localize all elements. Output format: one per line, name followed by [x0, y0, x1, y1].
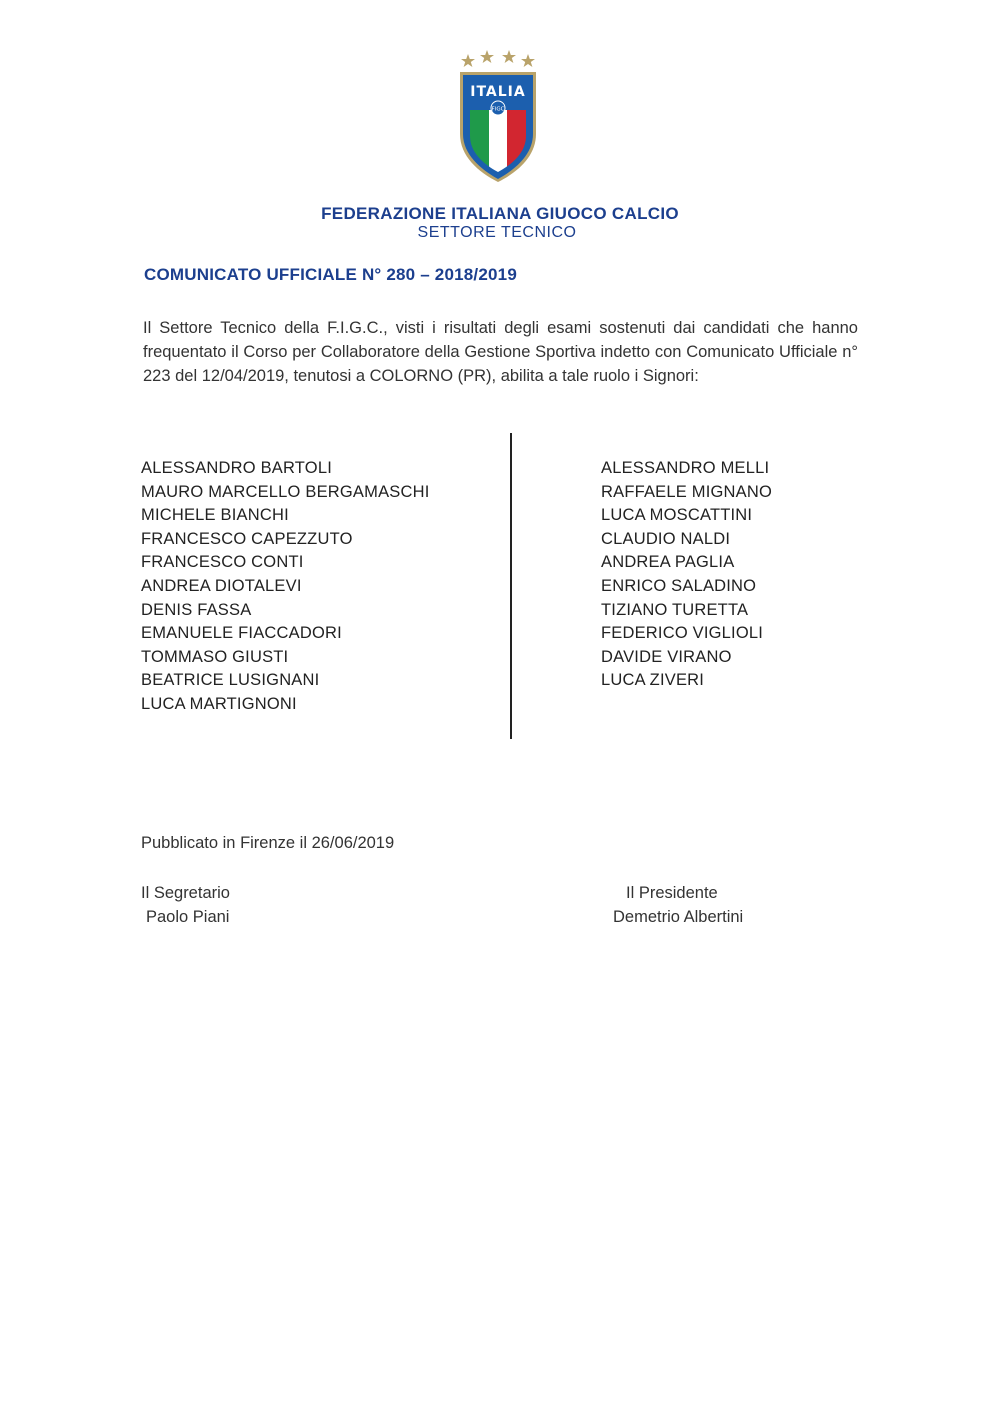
stars-icon: [461, 50, 535, 67]
name-item: ALESSANDRO MELLI: [601, 459, 770, 477]
name-item: EMANUELE FIACCADORI: [141, 624, 342, 643]
name-item: DAVIDE VIRANO: [601, 647, 732, 666]
org-sub: SETTORE TECNICO: [417, 224, 577, 241]
publication-line: Pubblicato in Firenze il 26/06/2019: [141, 834, 395, 852]
figc-crest-icon: [456, 48, 540, 184]
org-name: FEDERAZIONE ITALIANA GIUOCO CALCIO: [321, 204, 679, 223]
name-item: LUCA ZIVERI: [601, 671, 705, 690]
name-item: ENRICO SALADINO: [601, 576, 757, 595]
svg-text:ITALIA: ITALIA: [470, 84, 526, 100]
name-item: MAURO MARCELLO BERGAMASCHI: [141, 482, 430, 501]
secretary-name: Paolo Piani: [146, 908, 230, 926]
name-item: TOMMASO GIUSTI: [141, 647, 289, 666]
name-item: MICHELE BIANCHI: [141, 506, 289, 525]
comunicato-title: COMUNICATO UFFICIALE N° 280 – 2018/2019: [144, 265, 517, 284]
name-item: ANDREA PAGLIA: [601, 553, 735, 572]
name-item: FRANCESCO CONTI: [141, 553, 304, 572]
president-name: Demetrio Albertini: [613, 908, 744, 926]
name-item: LUCA MOSCATTINI: [601, 506, 753, 525]
name-item: DENIS FASSA: [141, 600, 252, 619]
name-item: BEATRICE LUSIGNANI: [141, 671, 320, 690]
svg-text:FIGC: FIGC: [491, 106, 505, 113]
name-item: CLAUDIO NALDI: [601, 529, 731, 548]
name-item: RAFFAELE MIGNANO: [601, 482, 772, 501]
name-item: LUCA MARTIGNONI: [141, 694, 297, 713]
president-role: Il Presidente: [626, 884, 718, 902]
name-item: TIZIANO TURETTA: [601, 600, 749, 619]
intro-paragraph: Il Settore Tecnico della F.I.G.C., visti i risultati degli esami sostenuti dai candidati che hanno frequentato il Corso per Collaboratore della Gestione Sportiva indetto con Comunicato Ufficiale n° 223 del 12/04/2019, tenutosi a COLORNO (PR), abilita a tale ruolo i Signori:: [143, 319, 858, 385]
name-item: ALESSANDRO BARTOLI: [141, 459, 332, 477]
names-list-right: [601, 457, 772, 693]
name-item: FEDERICO VIGLIOLI: [601, 624, 764, 643]
secretary-role: Il Segretario: [141, 884, 230, 902]
name-item: ANDREA DIOTALEVI: [141, 576, 302, 595]
names-list-left: [141, 457, 430, 717]
name-item: FRANCESCO CAPEZZUTO: [141, 529, 353, 548]
column-divider: [510, 433, 512, 739]
